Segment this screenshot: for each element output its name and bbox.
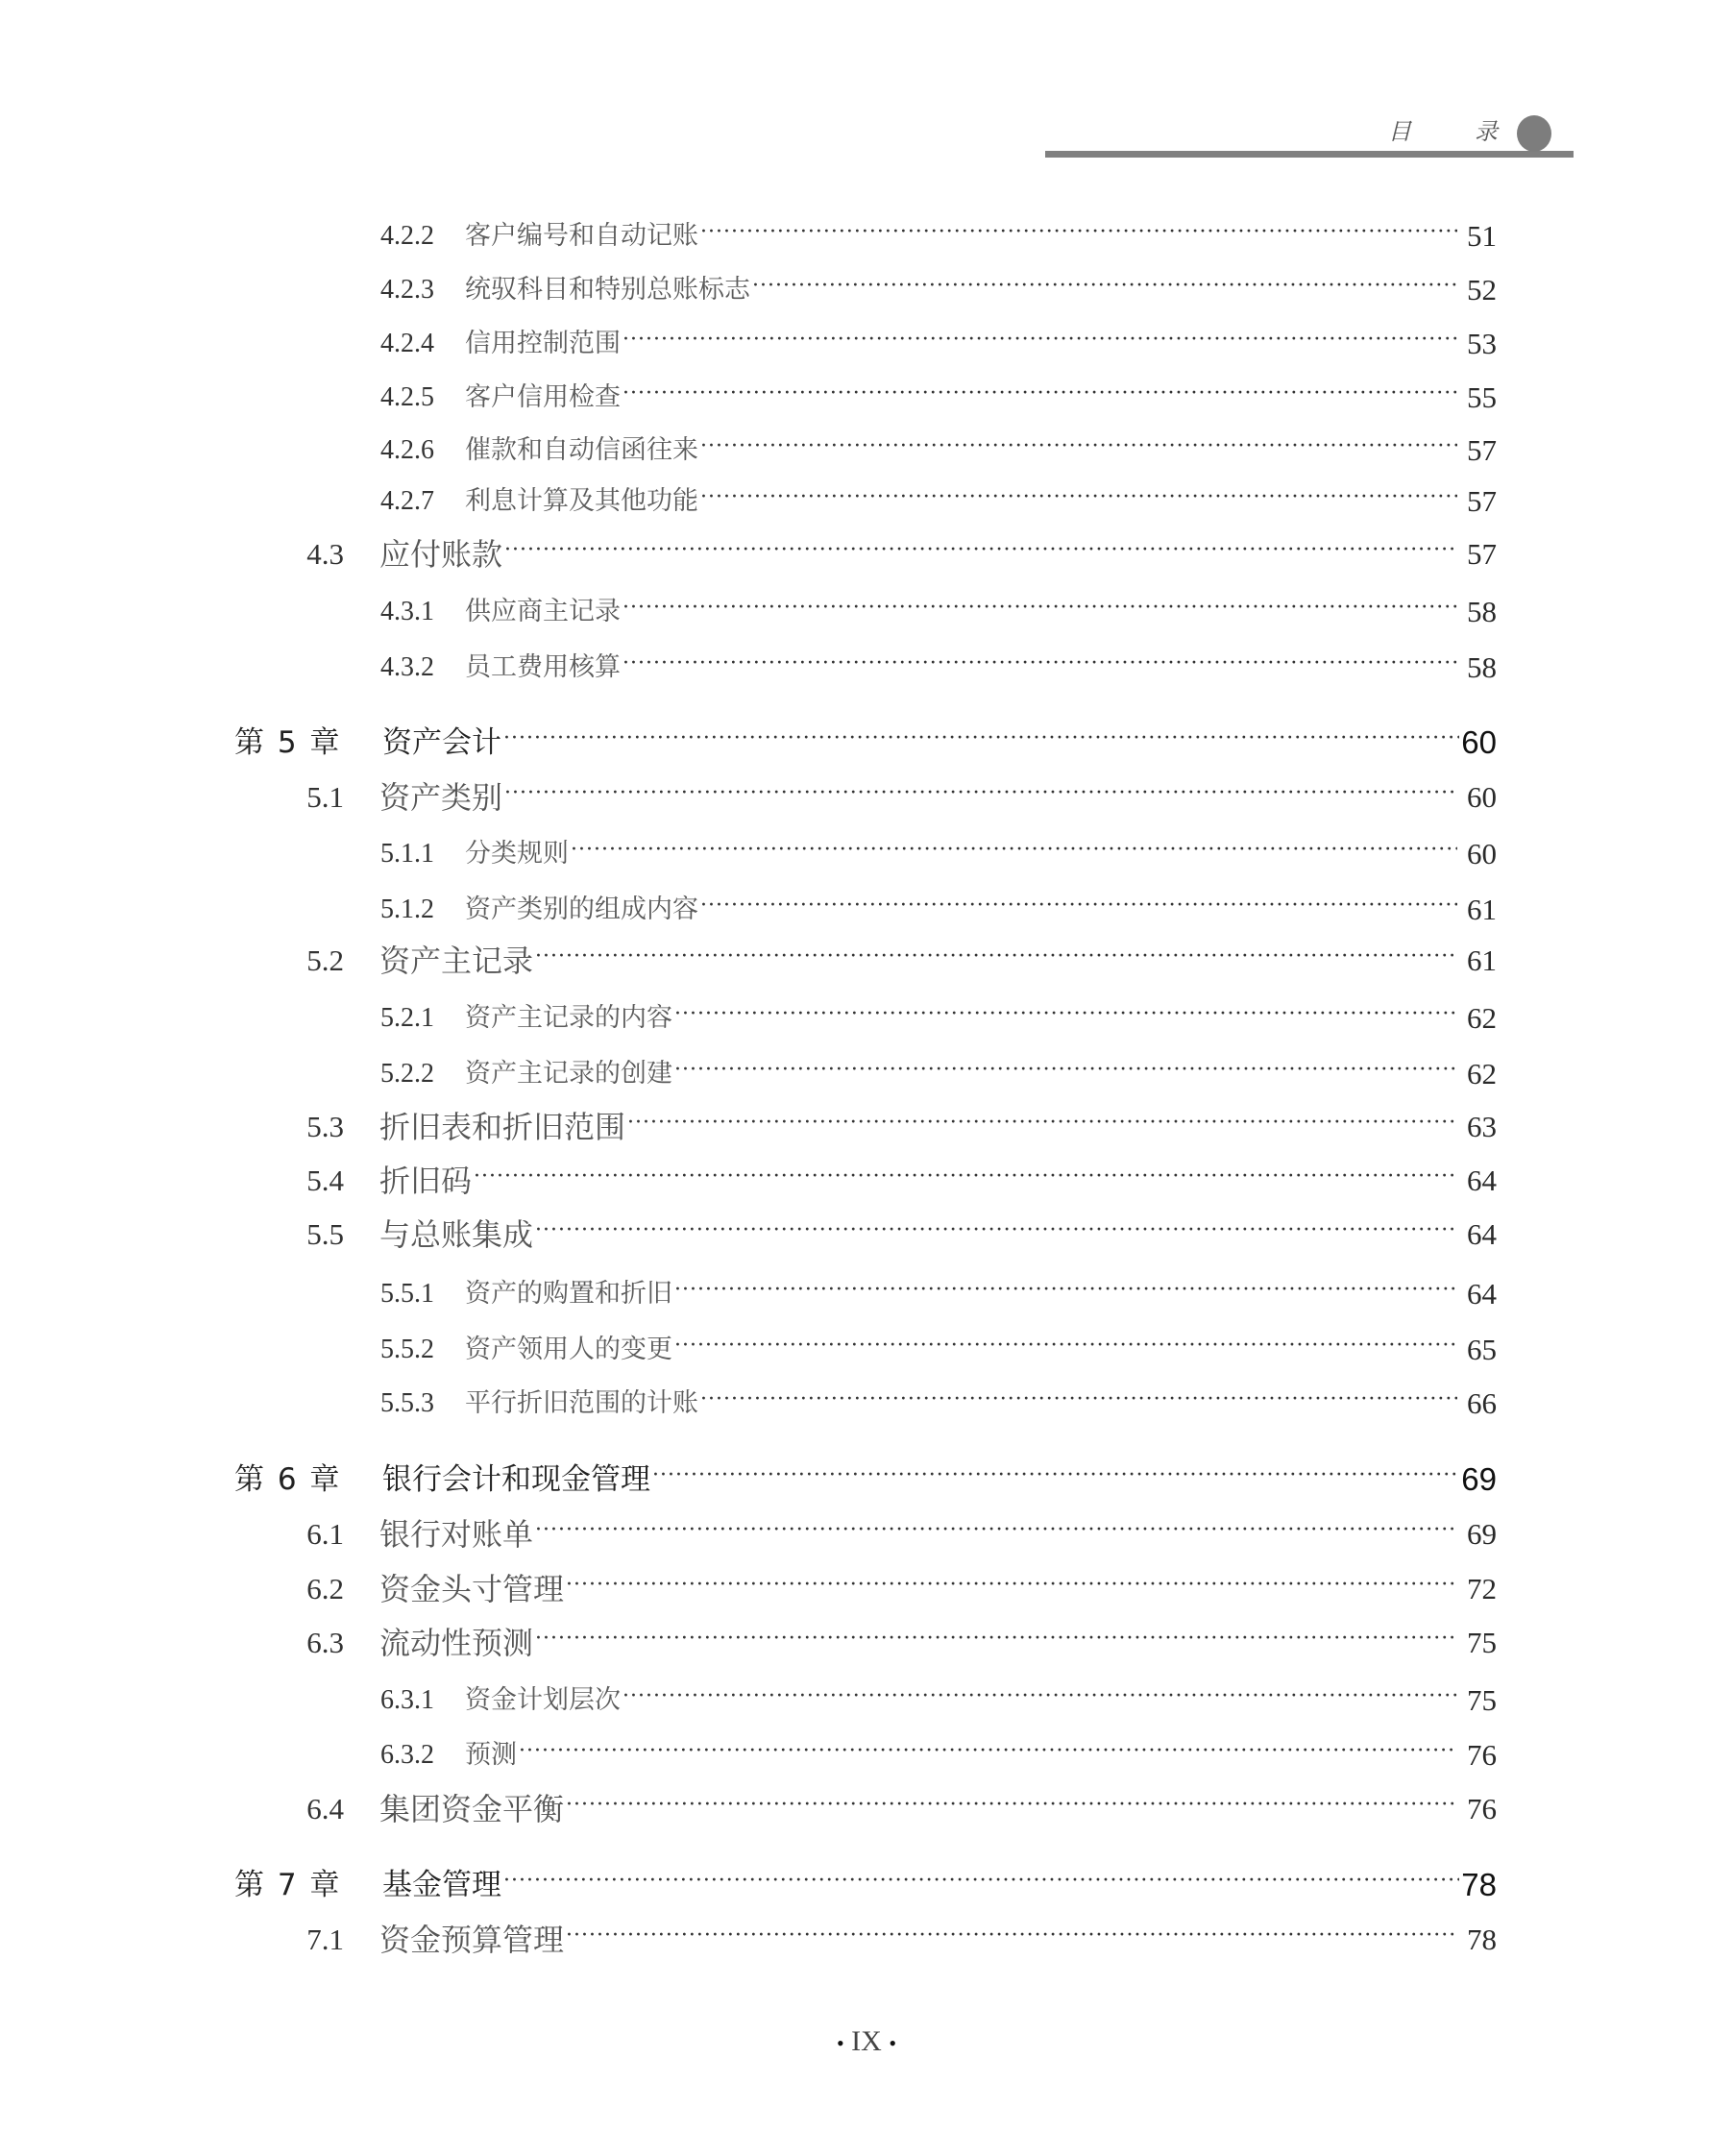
dot-leader — [700, 211, 1457, 254]
toc-entry-page: 64 — [1467, 1217, 1497, 1251]
toc-entry-number: 4.2.6 — [380, 435, 434, 465]
toc-entry-page: 61 — [1467, 943, 1497, 977]
toc-entry-title: 资产主记录 — [379, 943, 534, 979]
toc-entry-title: 基金管理 — [382, 1868, 501, 1902]
dot-leader — [535, 936, 1457, 978]
toc-entry-title: 折旧表和折旧范围 — [379, 1109, 626, 1145]
toc-entry-title: 预测 — [465, 1740, 517, 1770]
toc-entry-number: 5.1.2 — [380, 894, 434, 924]
dot-leader — [622, 373, 1457, 415]
toc-entry-number: 第 5 章 — [234, 725, 340, 760]
toc-entry-page: 57 — [1467, 433, 1497, 467]
toc-entry-title: 催款和自动信函往来 — [465, 435, 698, 465]
toc-entry-number: 6.4 — [306, 1792, 344, 1825]
toc-subsection-entry[interactable] — [0, 1734, 1733, 1776]
toc-section-entry[interactable] — [0, 1213, 1733, 1256]
toc-entry-page: 58 — [1467, 650, 1497, 684]
toc-entry-page: 55 — [1467, 380, 1497, 414]
toc-entry-number: 5.4 — [306, 1164, 344, 1197]
toc-entry-page: 51 — [1467, 219, 1497, 253]
dot-leader — [622, 587, 1457, 629]
toc-entry-page: 61 — [1467, 893, 1497, 926]
toc-section-entry[interactable] — [0, 1622, 1733, 1664]
dot-leader — [535, 1210, 1457, 1252]
toc-entry-page: 52 — [1467, 273, 1497, 306]
toc-subsection-entry[interactable] — [0, 1679, 1733, 1722]
dot-leader — [622, 1676, 1457, 1718]
toc-entry-page: 62 — [1467, 1057, 1497, 1090]
toc-entry-page: 75 — [1467, 1683, 1497, 1717]
toc-section-entry[interactable] — [0, 533, 1733, 576]
toc-chapter-entry[interactable] — [0, 722, 1733, 764]
toc-entry-page: 65 — [1467, 1333, 1497, 1366]
toc-subsection-entry[interactable] — [0, 647, 1733, 689]
toc-entry-title: 资产的购置和折旧 — [465, 1279, 672, 1309]
toc-entry-page: 62 — [1467, 1001, 1497, 1035]
toc-subsection-entry[interactable] — [0, 997, 1733, 1040]
toc-section-entry[interactable] — [0, 1919, 1733, 1961]
toc-entry-title: 供应商主记录 — [465, 597, 621, 626]
dot-leader — [566, 1915, 1457, 1957]
toc-section-entry[interactable] — [0, 776, 1733, 819]
dot-leader — [504, 772, 1457, 815]
toc-entry-title: 资产主记录的内容 — [465, 1003, 672, 1033]
toc-entry-title: 客户编号和自动记账 — [465, 221, 698, 251]
toc-entry-page: 60 — [1461, 724, 1497, 760]
running-header-char-1: 目 — [1388, 118, 1411, 145]
toc-entry-number: 4.3.1 — [380, 597, 434, 626]
toc-subsection-entry[interactable] — [0, 429, 1733, 472]
dot-leader — [752, 265, 1457, 307]
dot-leader — [535, 1618, 1457, 1660]
toc-entry-title: 银行对账单 — [379, 1516, 534, 1553]
toc-entry-title: 资产类别 — [379, 779, 503, 816]
toc-entry-page: 75 — [1467, 1626, 1497, 1659]
toc-entry-title: 折旧码 — [379, 1163, 473, 1199]
toc-section-entry[interactable] — [0, 1568, 1733, 1610]
toc-entry-title: 信用控制范围 — [465, 329, 621, 358]
toc-entry-number: 4.2.2 — [380, 221, 434, 251]
toc-entry-number: 第 7 章 — [234, 1868, 340, 1902]
toc-entry-number: 6.3.1 — [380, 1685, 434, 1715]
toc-entry-page: 58 — [1467, 595, 1497, 628]
toc-entry-title: 资金计划层次 — [465, 1685, 621, 1715]
toc-entry-title: 分类规则 — [465, 839, 569, 869]
toc-entry-page: 57 — [1467, 484, 1497, 518]
toc-entry-number: 5.3 — [306, 1110, 344, 1143]
toc-chapter-entry[interactable] — [0, 1864, 1733, 1906]
toc-entry-title: 统驭科目和特别总账标志 — [465, 275, 750, 305]
toc-entry-title: 资产领用人的变更 — [465, 1335, 672, 1364]
toc-entry-title: 银行会计和现金管理 — [382, 1462, 650, 1497]
toc-entry-number: 6.1 — [306, 1517, 344, 1551]
toc-entry-page: 69 — [1467, 1517, 1497, 1551]
dot-leader — [674, 1269, 1457, 1311]
toc-section-entry[interactable] — [0, 1513, 1733, 1556]
toc-entry-title: 资产类别的组成内容 — [465, 894, 698, 924]
toc-entry-number: 5.5 — [306, 1217, 344, 1251]
toc-section-entry[interactable] — [0, 1106, 1733, 1148]
toc-entry-title: 员工费用核算 — [465, 652, 621, 682]
toc-entry-number: 6.2 — [306, 1572, 344, 1605]
toc-entry-title: 资金预算管理 — [379, 1922, 565, 1958]
toc-entry-title: 与总账集成 — [379, 1216, 534, 1253]
dot-leader — [519, 1730, 1457, 1773]
toc-subsection-entry[interactable] — [0, 480, 1733, 523]
toc-entry-title: 利息计算及其他功能 — [465, 486, 698, 516]
toc-entry-number: 7.1 — [306, 1923, 344, 1956]
folio-bullet-right: • — [889, 2031, 897, 2056]
dot-leader — [566, 1564, 1457, 1606]
toc-subsection-entry[interactable] — [0, 323, 1733, 365]
toc-entry-page: 57 — [1467, 537, 1497, 571]
toc-section-entry[interactable] — [0, 1160, 1733, 1202]
folio-bullet-left: • — [836, 2031, 844, 2056]
toc-entry-number: 5.2.2 — [380, 1059, 434, 1089]
dot-leader — [503, 718, 1459, 760]
toc-section-entry[interactable] — [0, 1788, 1733, 1830]
toc-subsection-entry[interactable] — [0, 833, 1733, 875]
toc-entry-number: 5.1 — [306, 780, 344, 814]
toc-entry-number: 4.2.5 — [380, 382, 434, 412]
toc-entry-number: 5.1.1 — [380, 839, 434, 869]
toc-entry-title: 客户信用检查 — [465, 382, 621, 412]
toc-entry-page: 64 — [1467, 1164, 1497, 1197]
toc-entry-page: 69 — [1461, 1461, 1497, 1497]
toc-entry-number: 4.2.3 — [380, 275, 434, 305]
toc-entry-title: 集团资金平衡 — [379, 1791, 565, 1827]
toc-entry-title: 资金头寸管理 — [379, 1571, 565, 1607]
dot-leader — [622, 319, 1457, 361]
dot-leader — [535, 1509, 1457, 1552]
toc-subsection-entry[interactable] — [0, 591, 1733, 633]
toc-subsection-entry[interactable] — [0, 889, 1733, 931]
toc-entry-title: 资产主记录的创建 — [465, 1059, 672, 1089]
toc-chapter-entry[interactable] — [0, 1458, 1733, 1501]
toc-entry-number: 5.5.1 — [380, 1279, 434, 1309]
toc-entry-page: 63 — [1467, 1110, 1497, 1143]
folio-number: IX — [851, 2025, 882, 2057]
toc-entry-page: 60 — [1467, 780, 1497, 814]
toc-entry-number: 5.5.3 — [380, 1388, 434, 1418]
toc-subsection-entry[interactable] — [0, 1329, 1733, 1371]
toc-entry-page: 66 — [1467, 1386, 1497, 1420]
dot-leader — [474, 1156, 1457, 1198]
toc-entry-number: 6.3.2 — [380, 1740, 434, 1770]
toc-entry-page: 53 — [1467, 327, 1497, 360]
toc-entry-title: 应付账款 — [379, 536, 503, 573]
dot-leader — [652, 1455, 1459, 1497]
dot-leader — [627, 1102, 1457, 1144]
dot-leader — [674, 993, 1457, 1036]
toc-entry-number: 4.3.2 — [380, 652, 434, 682]
toc-entry-title: 流动性预测 — [379, 1625, 534, 1661]
toc-entry-title: 平行折旧范围的计账 — [465, 1388, 698, 1418]
toc-entry-page: 78 — [1467, 1923, 1497, 1956]
dot-leader — [566, 1784, 1457, 1826]
page-folio — [0, 2023, 1733, 2062]
toc-section-entry[interactable] — [0, 940, 1733, 982]
dot-leader — [622, 643, 1457, 685]
dot-leader — [504, 529, 1457, 572]
toc-subsection-entry[interactable] — [0, 1273, 1733, 1315]
toc-entry-number: 4.2.7 — [380, 486, 434, 516]
dot-leader — [700, 1379, 1457, 1421]
toc-entry-page: 76 — [1467, 1792, 1497, 1825]
toc-subsection-entry[interactable] — [0, 1383, 1733, 1425]
toc-entry-number: 5.5.2 — [380, 1335, 434, 1364]
toc-entry-number: 4.2.4 — [380, 329, 434, 358]
toc-entry-number: 5.2 — [306, 943, 344, 977]
toc-subsection-entry[interactable] — [0, 1053, 1733, 1095]
toc-entry-number: 5.2.1 — [380, 1003, 434, 1033]
dot-leader — [674, 1049, 1457, 1091]
toc-entry-page: 72 — [1467, 1572, 1497, 1605]
running-header-char-2: 录 — [1475, 118, 1498, 145]
dot-leader — [571, 829, 1457, 871]
toc-entry-number: 第 6 章 — [234, 1462, 340, 1497]
toc-entry-page: 76 — [1467, 1738, 1497, 1772]
toc-subsection-entry[interactable] — [0, 269, 1733, 311]
dot-leader — [503, 1860, 1459, 1902]
toc-entry-page: 64 — [1467, 1277, 1497, 1311]
toc-entry-number: 4.3 — [306, 537, 344, 571]
dot-leader — [700, 426, 1457, 468]
toc-subsection-entry[interactable] — [0, 215, 1733, 257]
dot-leader — [674, 1325, 1457, 1367]
toc-subsection-entry[interactable] — [0, 377, 1733, 419]
dot-leader — [700, 885, 1457, 927]
toc-entry-title: 资产会计 — [382, 725, 501, 760]
toc-entry-page: 60 — [1467, 837, 1497, 870]
dot-leader — [700, 477, 1457, 519]
toc-entry-number: 6.3 — [306, 1626, 344, 1659]
toc-entry-page: 78 — [1461, 1867, 1497, 1902]
